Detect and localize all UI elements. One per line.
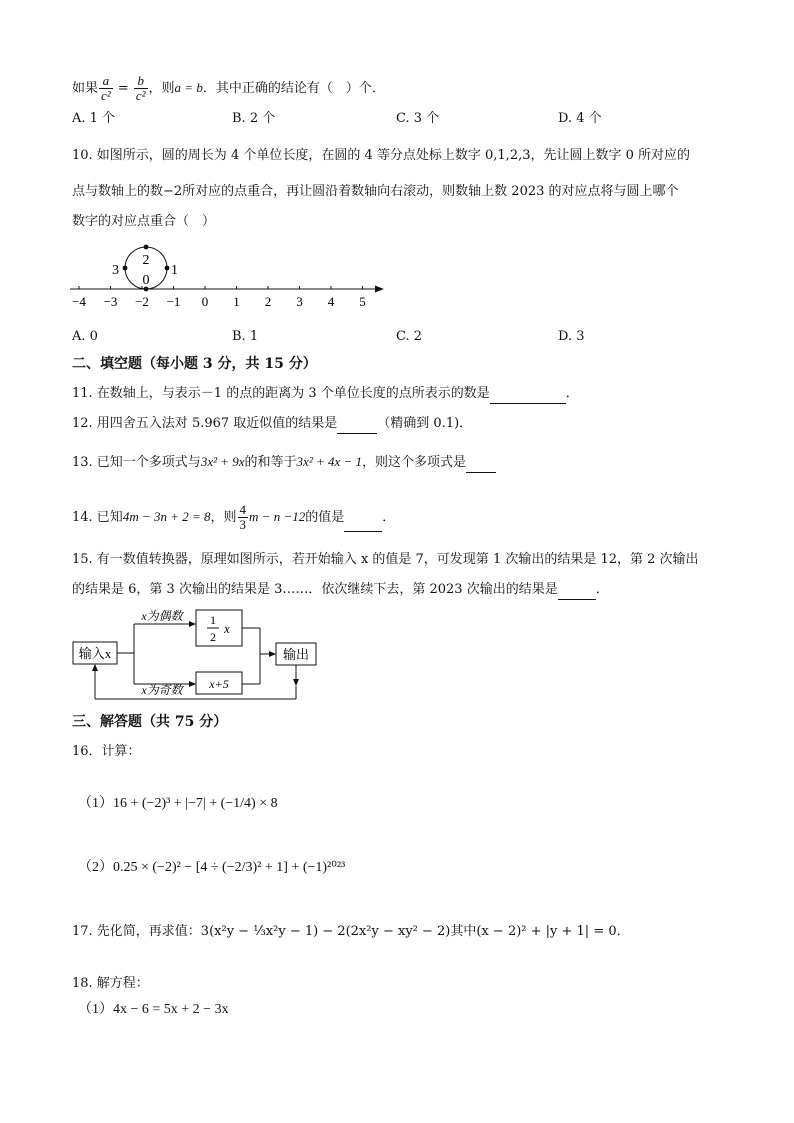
q14-post: 的值是 <box>305 510 345 525</box>
q13-pre: 13. 已知一个多项式与 <box>72 455 201 470</box>
axis-tick-label: −4 <box>72 294 86 309</box>
circle-point-2 <box>144 245 149 250</box>
odd-label: x为奇数 <box>141 683 183 697</box>
q12-answer-blank[interactable] <box>337 419 377 434</box>
axis-arrow <box>375 286 384 293</box>
q9-option-c[interactable]: C. 3 个 <box>396 111 440 126</box>
q15-answer-blank[interactable] <box>558 585 596 600</box>
fraction-b-over-c2: $\frac{b}{\text{c²}}$ <box>135 73 146 103</box>
q14 <box>72 503 395 532</box>
circle-label-0: 0 <box>142 273 150 288</box>
q13-mid: 的和等于 <box>244 455 297 470</box>
axis-tick-label: 2 <box>264 294 272 309</box>
circle-point-3 <box>123 266 128 271</box>
q18-title: 18. 解方程： <box>72 976 149 991</box>
axis-tick-label: 1 <box>233 294 240 309</box>
q12 <box>72 414 472 434</box>
axis-tick-label: 3 <box>296 294 303 309</box>
q15-end: ． <box>595 582 609 597</box>
axis-tick-label: 5 <box>359 294 366 309</box>
q9-middle: ，则 <box>148 81 175 96</box>
q17: 17. 先化简，再求值：3(x²y − ⅓x²y − 1) − 2(2x²y − xy² − 2)其中(x − 2)² + |y + 1| = 0． <box>72 924 630 939</box>
q10-line2: 点与数轴上的数−2所对应的点重合，再让圆沿着数轴向右滚动，则数轴上数 2023 的对应点将与圆上哪个 <box>72 184 679 199</box>
q13 <box>72 452 496 473</box>
q10-option-d[interactable]: D. 3 <box>558 329 585 344</box>
q15-line2 <box>72 580 609 600</box>
axis-tick-label: −3 <box>103 294 118 309</box>
q14-answer-blank[interactable] <box>344 517 382 532</box>
q11 <box>72 384 579 404</box>
q16-title: 16．计算： <box>72 744 141 759</box>
even-label: x为偶数 <box>141 609 183 623</box>
q9-option-d[interactable]: D. 4 个 <box>558 111 602 126</box>
plus5-label: x+5 <box>209 677 229 691</box>
circle-point-1 <box>165 266 170 271</box>
q15-line2-text: 的结果是 6，第 3 次输出的结果是 3……．依次继续下去，第 2023 次输出的结果是 <box>72 582 558 597</box>
q13-post: ，则这个多项式是 <box>362 455 467 470</box>
half-num: 1 <box>210 613 216 627</box>
q16-part2: （2）0.25 × (−2)² − [4 ÷ (−2/3)² + 1] + (−1)²⁰²³ <box>78 860 346 875</box>
q14-mid: ，则 <box>210 510 237 525</box>
q9-conclusion: a = b <box>174 80 203 95</box>
q9-prefix: 如果 <box>72 81 99 96</box>
q9-tail: 如果 $\frac{a}{\text{c²}}$ = $\frac{b}{\text{c²}}$ ，则a = b．其中正确的结论有（ ）个． <box>72 73 385 103</box>
fraction-4-over-3: $\frac{4}{3}$ <box>239 502 247 532</box>
converter-flow-diagram <box>70 606 330 706</box>
half-den: 2 <box>210 630 216 644</box>
q14-expr1: 4m − 3n + 2 = 8 <box>122 509 211 524</box>
circle-label-3: 3 <box>112 263 119 278</box>
q9-suffix: ．其中正确的结论有（ ）个． <box>202 81 385 96</box>
axis-tick-label: 0 <box>201 294 209 309</box>
q9-option-a[interactable]: A. 1 个 <box>72 111 116 126</box>
q16-part1: （1）16 + (−2)³ + |−7| + (−1/4) × 8 <box>78 796 278 811</box>
q15-line1: 15. 有一数值转换器，原理如图所示，若开始输入 x 的值是 7，可发现第 1 次输出的结果是 12，第 2 次输出 <box>72 552 699 567</box>
q14-pre: 14. 已知 <box>72 510 123 525</box>
q13-expr1: 3x² + 9x <box>200 454 245 469</box>
axis-tick-label: −2 <box>135 294 149 309</box>
q13-answer-blank[interactable] <box>466 458 496 473</box>
number-line-figure <box>66 242 396 312</box>
q14-expr2: m − n −12 <box>249 509 306 524</box>
q9-option-b[interactable]: B. 2 个 <box>232 111 276 126</box>
q11-answer-blank[interactable] <box>490 389 566 404</box>
q12-end: （精确到 0.1)． <box>377 416 473 431</box>
half-var: x <box>224 621 230 636</box>
axis-tick-label: −1 <box>166 294 181 309</box>
q10-option-c[interactable]: C. 2 <box>396 329 423 344</box>
q13-expr2: 3x² + 4x − 1 <box>296 454 363 469</box>
q11-text: 11. 在数轴上，与表示－1 的点的距离为 3 个单位长度的点所表示的数是 <box>72 386 490 401</box>
fraction-a-over-c2: $\frac{a}{\text{c²}}$ <box>101 73 111 103</box>
axis-tick-label: 4 <box>327 294 335 309</box>
section-2-heading: 二、填空题（每小题 3 分，共 15 分） <box>72 356 317 372</box>
q12-text: 12. 用四舍五入法对 5.967 取近似值的结果是 <box>72 416 338 431</box>
circle-label-2: 2 <box>142 253 150 268</box>
q10-line3: 数字的对应点重合（ ） <box>72 214 216 229</box>
q14-end: ． <box>382 510 396 525</box>
q11-end: ． <box>565 386 579 401</box>
q10-line1: 10. 如图所示，圆的周长为 4 个单位长度，在圆的 4 等分点处标上数字 0,1,2,3，先让圆上数字 0 所对应的 <box>72 148 691 163</box>
q18-part1: （1）4x − 6 = 5x + 2 − 3x <box>78 1002 229 1017</box>
section-3-heading: 三、解答题（共 75 分） <box>72 714 228 730</box>
input-label: 输入x <box>78 646 112 661</box>
q10-option-a[interactable]: A. 0 <box>72 329 98 344</box>
circle-label-1: 1 <box>171 263 178 278</box>
output-label: 输出 <box>282 647 310 662</box>
q10-option-b[interactable]: B. 1 <box>232 329 259 344</box>
